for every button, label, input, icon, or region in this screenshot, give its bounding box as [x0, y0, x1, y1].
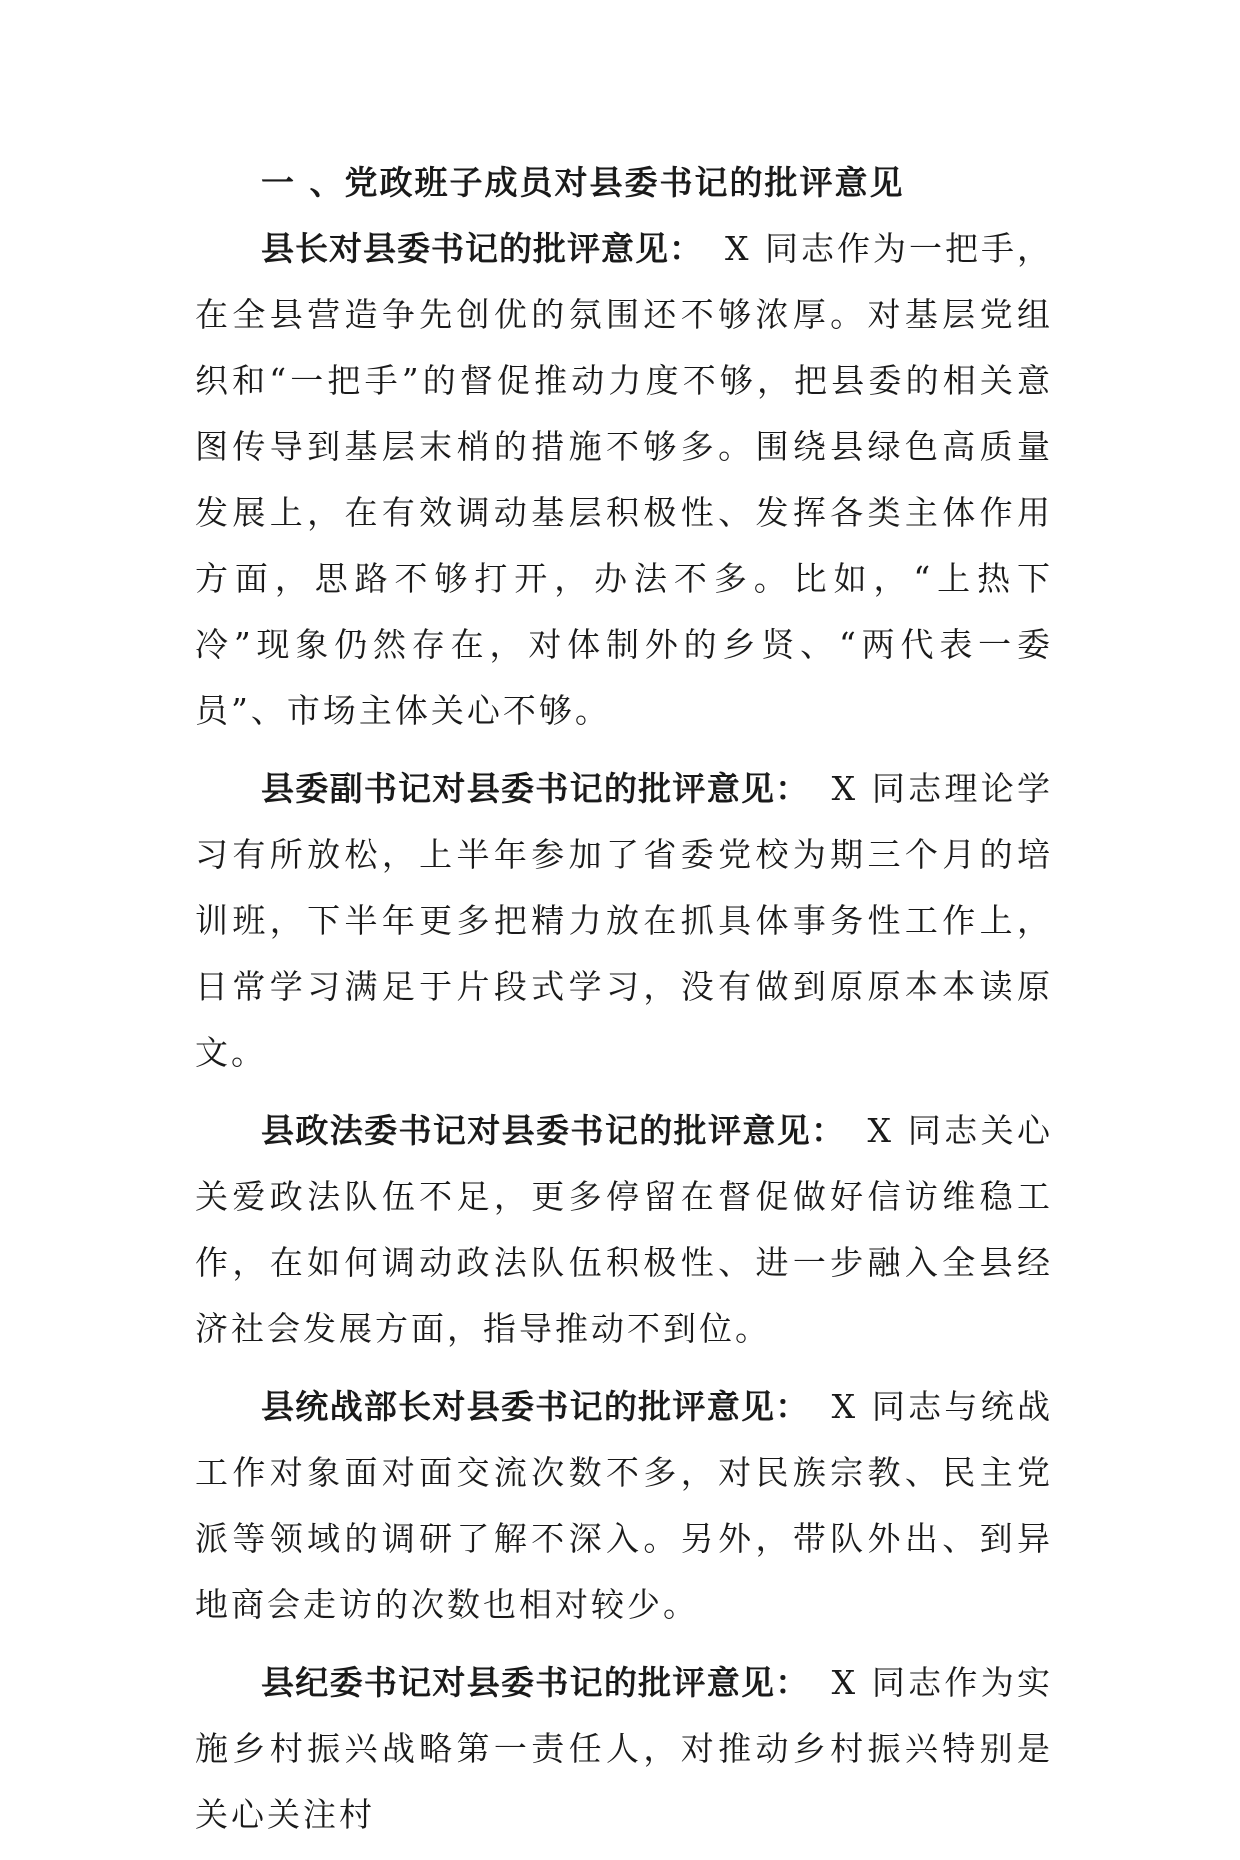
paragraph-body: X 同志与统战工作对象面对面交流次数不多，对民族宗教、民主党派等领域的调研了解不深入。另外，带队外出、到异地商会走访的次数也相对较少。 [195, 1387, 1054, 1624]
paragraph-body: X 同志作为一把手，在全县营造争先创优的氛围还不够浓厚。对基层党组织和“一把手”的督促推动力度不够，把县委的相关意图传导到基层末梢的措施不够多。围绕县绿色高质量发展上，在有效调动基层积极性、发挥各类主体作用方面，思路不够打开，办法不多。比如，“上热下冷”现象仍然存在，对体制外的乡贤、“两代表一委员”、市场主体关心不够。 [195, 229, 1054, 730]
paragraph-discipline-secretary [195, 1650, 1053, 1848]
paragraph-body: X 同志作为实施乡村振兴战略第一责任人，对推动乡村振兴特别是关心关注村 [195, 1663, 1054, 1834]
paragraph-lead: 县委副书记对县委书记的批评意见： [261, 769, 810, 808]
paragraph-united-front-minister [195, 1374, 1053, 1638]
paragraph-political-legal-secretary [195, 1098, 1053, 1362]
paragraph-body: X 同志理论学习有所放松，上半年参加了省委党校为期三个月的培训班，下半年更多把精力放在抓具体事务性工作上，日常学习满足于片段式学习，没有做到原原本本读原文。 [195, 769, 1054, 1072]
document-body [195, 150, 1053, 1860]
paragraph-lead: 县纪委书记对县委书记的批评意见： [261, 1663, 810, 1702]
paragraph-lead: 县统战部长对县委书记的批评意见： [261, 1387, 810, 1426]
paragraph-body: X 同志关心关爱政法队伍不足，更多停留在督促做好信访维稳工作，在如何调动政法队伍积极性、进一步融入全县经济社会发展方面，指导推动不到位。 [195, 1111, 1054, 1348]
paragraph-deputy-secretary [195, 756, 1053, 1086]
paragraph-county-head [195, 216, 1053, 744]
paragraph-lead: 县政法委书记对县委书记的批评意见： [261, 1111, 846, 1150]
section-heading: 一 、党政班子成员对县委书记的批评意见 [261, 163, 905, 202]
paragraph-lead: 县长对县委书记的批评意见： [261, 229, 704, 268]
